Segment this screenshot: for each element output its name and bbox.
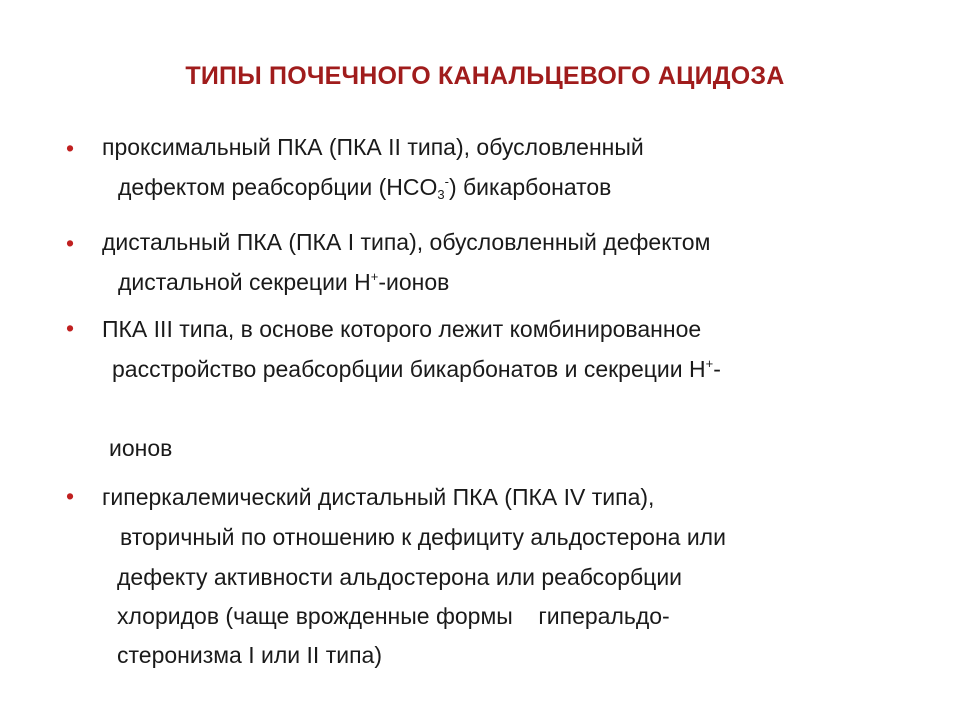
bullet-icon: •: [66, 135, 75, 161]
item-1-line-2: [118, 174, 612, 202]
item-2-line-1: дистальный ПКА (ПКА I типа), обусловленный дефектом: [102, 229, 711, 255]
item-1-superscript: -: [444, 174, 449, 189]
item-2-superscript: +: [370, 269, 379, 284]
item-4-line-1: гиперкалемический дистальный ПКА (ПКА IV типа),: [102, 484, 655, 510]
item-3-text-post: -: [713, 356, 721, 382]
item-3-line-1: ПКА III типа, в основе которого лежит комбинированное: [102, 316, 702, 342]
bullet-icon: •: [66, 315, 75, 341]
item-4-line-4: хлоридов (чаще врожденные формы гиперальдо-: [117, 603, 670, 629]
item-1-line-1: проксимальный ПКА (ПКА II типа), обусловленный: [102, 134, 644, 160]
item-3-line-2: [112, 358, 721, 381]
item-1-text-post: ) бикарбонатов: [448, 174, 612, 200]
item-2-text-post: -ионов: [378, 269, 450, 295]
item-4-line-5: стеронизма I или II типа): [117, 642, 382, 668]
item-1-subscript: 3: [437, 187, 445, 202]
item-2-line-2: [118, 271, 449, 294]
slide-title: ТИПЫ ПОЧЕЧНОГО КАНАЛЬЦЕВОГО АЦИДОЗА: [185, 62, 785, 90]
item-2-text-pre: дистальной секреции Н: [118, 269, 371, 295]
item-3-text-pre: расстройство реабсорбции бикарбонатов и секреции Н: [112, 356, 706, 382]
item-3-superscript: +: [705, 356, 714, 371]
item-3-line-3: ионов: [109, 435, 173, 461]
item-1-text-pre: дефектом реабсорбции (HCO: [118, 174, 438, 200]
bullet-icon: •: [66, 230, 75, 256]
bullet-icon: •: [66, 483, 75, 509]
item-4-line-3: дефекту активности альдостерона или реабсорбции: [117, 564, 683, 590]
item-4-line-2: вторичный по отношению к дефициту альдостерона или: [120, 524, 726, 550]
